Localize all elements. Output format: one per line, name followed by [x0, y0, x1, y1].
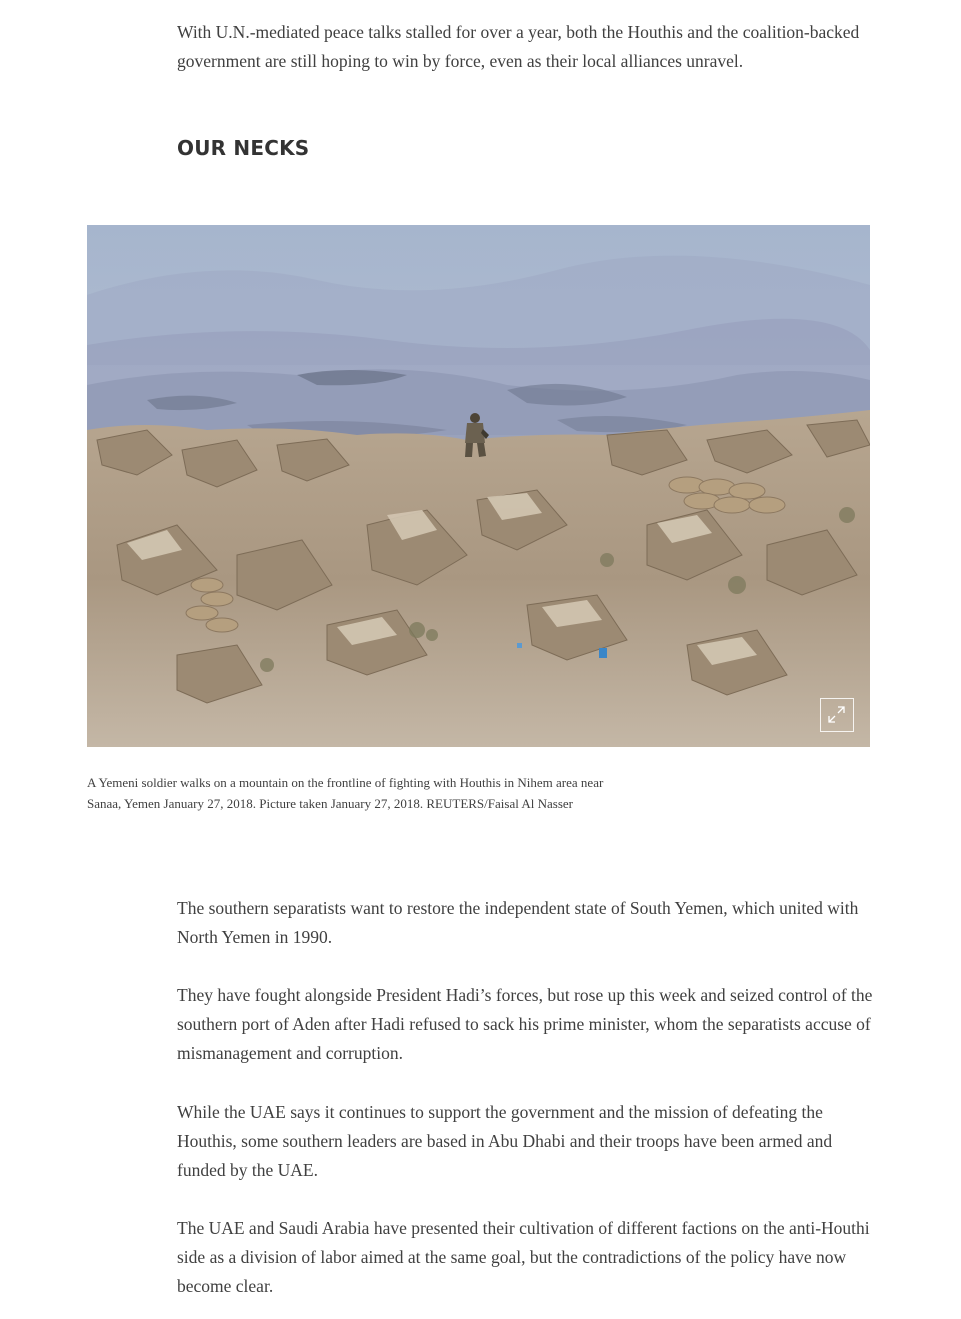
paragraph-text: The UAE and Saudi Arabia have presented their cultivation of different factions on the anti-Houthi side as a division of labor aimed at the same goal, but the contradictions of the policy have now become clear. — [177, 1218, 870, 1296]
section-heading: OUR NECKS — [177, 136, 310, 160]
photo-caption: A Yemeni soldier walks on a mountain on the frontline of fighting with Houthis in Nihem area near Sanaa, Yemen January 27, 2018. Picture taken January 27, 2018. REUTERS/Faisal Al Nasser — [87, 775, 604, 811]
paragraph-text: They have fought alongside President Hadi’s forces, but rose up this week and seized control of the southern port of Aden after Hadi refused to sack his prime minister, whom the separatists accuse of mismanagement and corruption. — [177, 985, 873, 1063]
article-paragraph — [177, 981, 877, 1068]
paragraph-text: While the UAE says it continues to support the government and the mission of defeating the Houthis, some southern leaders are based in Abu Dhabi and their troops have been armed and funded by the UAE. — [177, 1102, 833, 1180]
soldier-on-rocky-mountain-photo — [87, 225, 870, 747]
expand-arrows-icon — [828, 706, 845, 723]
article-photo — [87, 225, 870, 747]
paragraph-text: The southern separatists want to restore the independent state of South Yemen, which united with North Yemen in 1990. — [177, 898, 859, 947]
expand-image-button[interactable] — [820, 698, 854, 732]
article-paragraph — [177, 1214, 877, 1301]
article-paragraph — [177, 894, 877, 952]
article-paragraph-intro — [177, 18, 877, 76]
article-paragraph — [177, 1098, 877, 1185]
paragraph-text: With U.N.-mediated peace talks stalled for over a year, both the Houthis and the coalition-backed government are still hoping to win by force, even as their local alliances unravel. — [177, 22, 860, 71]
